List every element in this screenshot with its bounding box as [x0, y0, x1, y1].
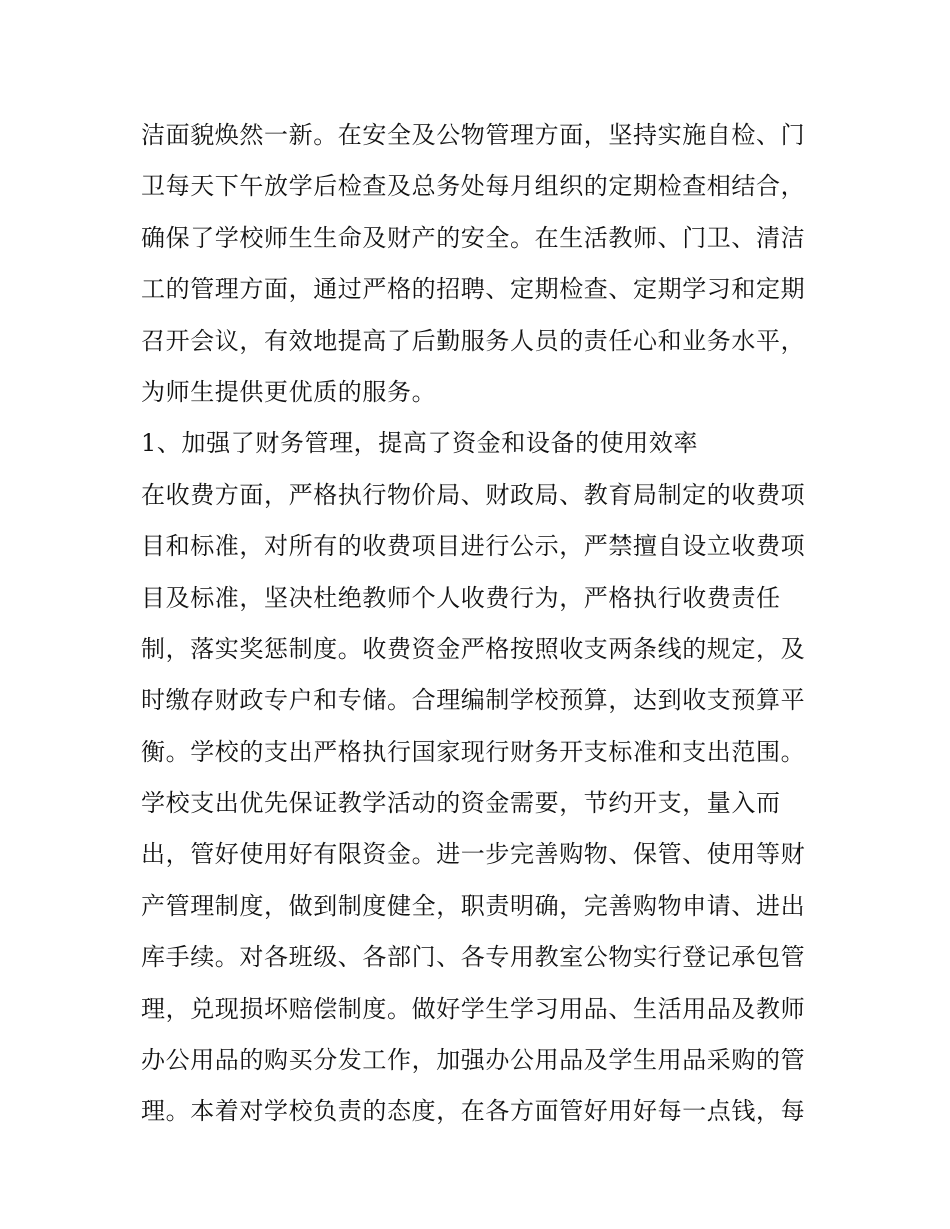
- text-line: 学校支出优先保证教学活动的资金需要，节约开支，量入而: [141, 789, 781, 818]
- text-line: 工的管理方面，通过严格的招聘、定期检查、定期学习和定期: [141, 275, 806, 304]
- text-line: 卫每天下午放学后检查及总务处每月组织的定期检查相结合，: [141, 172, 806, 201]
- text-line: 理。本着对学校负责的态度，在各方面管好用好每一点钱，每: [141, 1097, 806, 1126]
- text-line: 目及标准，坚决杜绝教师个人收费行为，严格执行收费责任: [141, 583, 781, 612]
- text-line: 洁面貌焕然一新。在安全及公物管理方面，坚持实施自检、门: [141, 121, 806, 149]
- text-line: 召开会议，有效地提高了后勤服务人员的责任心和业务水平，: [141, 326, 806, 355]
- text-line: 时缴存财政专户和专储。合理编制学校预算，达到收支预算平: [141, 686, 806, 715]
- text-line: 制，落实奖惩制度。收费资金严格按照收支两条线的规定，及: [141, 634, 806, 663]
- text-line: 理，兑现损坏赔偿制度。做好学生学习用品、生活用品及教师: [141, 994, 806, 1023]
- text-line: 在收费方面，严格执行物价局、财政局、教育局制定的收费项: [141, 480, 806, 509]
- text-line: 库手续。对各班级、各部门、各专用教室公物实行登记承包管: [141, 943, 806, 972]
- text-line: 目和标准，对所有的收费项目进行公示，严禁擅自设立收费项: [141, 532, 806, 561]
- text-line: 办公用品的购买分发工作，加强办公用品及学生用品采购的管: [141, 1046, 806, 1075]
- text-line: 为师生提供更优质的服务。: [141, 377, 437, 406]
- text-line: 产管理制度，做到制度健全，职责明确，完善购物申请、进出: [141, 891, 806, 920]
- text-line: 出，管好使用好有限资金。进一步完善购物、保管、使用等财: [141, 840, 806, 869]
- section-heading: 1、加强了财务管理，提高了资金和设备的使用效率: [141, 429, 699, 458]
- text-line: 确保了学校师生生命及财产的安全。在生活教师、门卫、清洁: [141, 223, 806, 252]
- text-line: 衡。学校的支出严格执行国家现行财务开支标准和支出范围。: [141, 737, 806, 766]
- body-text: [141, 110, 821, 1138]
